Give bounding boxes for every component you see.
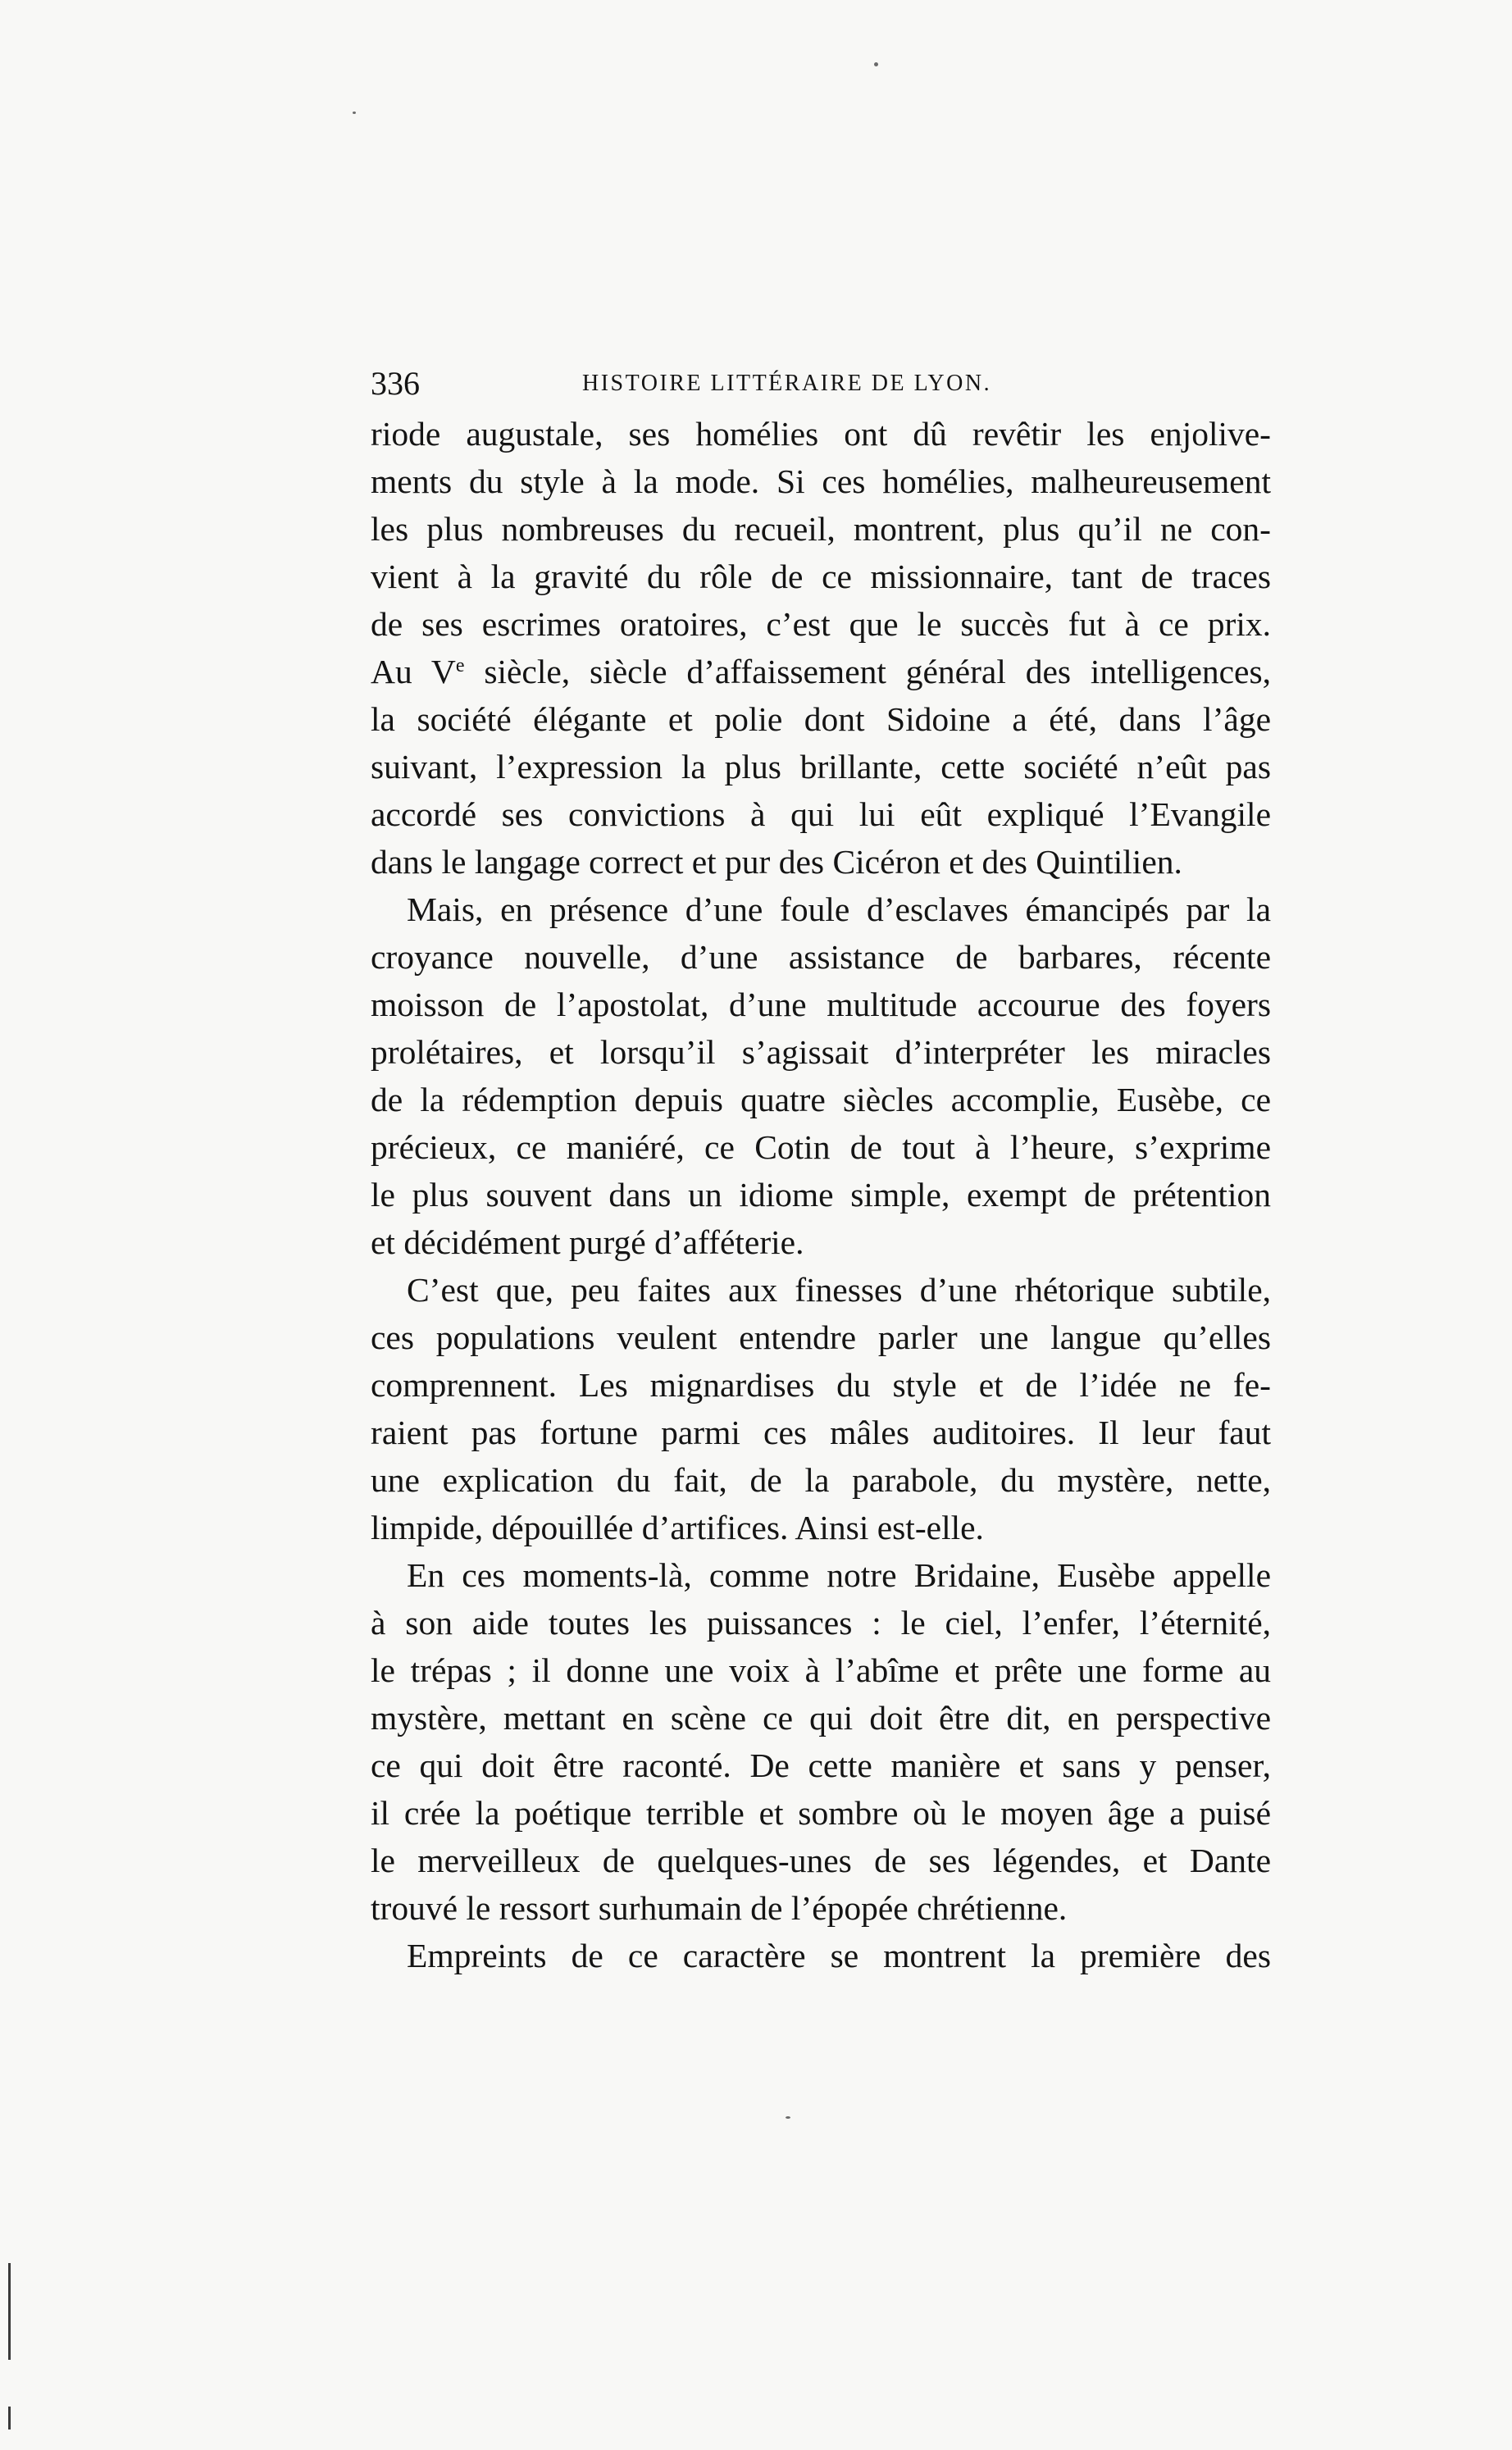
text-line: la société élégante et polie dont Sidoine a été, dans l’âge: [371, 700, 1271, 738]
text-line: raient pas fortune parmi ces mâles auditoires. Il leur faut: [371, 1414, 1271, 1451]
superscript: e: [455, 655, 465, 676]
text-line: vient à la gravité du rôle de ce missionnaire, tant de traces: [371, 558, 1271, 595]
text-line: accordé ses convictions à qui lui eût expliqué l’Evangile: [371, 795, 1271, 833]
page-number: 336: [371, 365, 420, 402]
text-line: les plus nombreuses du recueil, montrent, plus qu’il ne con-: [371, 510, 1271, 548]
text-line: le trépas ; il donne une voix à l’abîme et prête une forme au: [371, 1651, 1271, 1689]
text-line: trouvé le ressort surhumain de l’épopée chrétienne.: [371, 1889, 1068, 1927]
text-line: suivant, l’expression la plus brillante, cette société n’eût pas: [371, 748, 1271, 786]
paragraph-start: Empreints de ce caractère se montrent la première des: [407, 1937, 1271, 1974]
scan-speck: [353, 112, 356, 114]
running-header: [371, 359, 1271, 408]
text-line: croyance nouvelle, d’une assistance de barbares, récente: [371, 938, 1271, 976]
text-fragment: siècle, siècle d’affaissement général des intelligences,: [464, 653, 1271, 690]
text-line: une explication du fait, de la parabole, du mystère, nette,: [371, 1461, 1271, 1499]
text-line: ce qui doit être raconté. De cette manière et sans y penser,: [371, 1746, 1271, 1784]
scan-edge-mark: [8, 2407, 11, 2430]
text-line: limpide, dépouillée d’artifices. Ainsi est-elle.: [371, 1509, 984, 1546]
paragraph-start: Mais, en présence d’une foule d’esclaves émancipés par la: [407, 890, 1271, 928]
text-line: le plus souvent dans un idiome simple, exempt de prétention: [371, 1176, 1271, 1214]
text-line: et décidément purgé d’afféterie.: [371, 1223, 804, 1261]
text-line: ments du style à la mode. Si ces homélies, malheureusement: [371, 462, 1271, 500]
text-line: le merveilleux de quelques-unes de ses légendes, et Dante: [371, 1842, 1271, 1879]
text-line: moisson de l’apostolat, d’une multitude accourue des foyers: [371, 986, 1271, 1023]
paragraph-start: En ces moments-là, comme notre Bridaine, Eusèbe appelle: [407, 1556, 1271, 1594]
text-line: prolétaires, et lorsqu’il s’agissait d’interpréter les miracles: [371, 1033, 1271, 1071]
text-fragment: Au V: [371, 653, 456, 690]
paragraph-start: C’est que, peu faites aux finesses d’une rhétorique subtile,: [407, 1271, 1271, 1309]
text-line: mystère, mettant en scène ce qui doit être dit, en perspective: [371, 1699, 1271, 1737]
body-text: [371, 410, 1271, 1979]
text-line: [371, 648, 1271, 695]
text-line: comprennent. Les mignardises du style et de l’idée ne fe-: [371, 1366, 1271, 1404]
scan-speck: [786, 2116, 790, 2119]
scan-edge-mark: [8, 2263, 11, 2360]
text-line: dans le langage correct et pur des Cicéron et des Quintilien.: [371, 843, 1182, 881]
text-line: il crée la poétique terrible et sombre où le moyen âge a puisé: [371, 1794, 1271, 1832]
running-title: HISTOIRE LITTÉRAIRE DE LYON.: [582, 371, 992, 396]
text-line: ces populations veulent entendre parler une langue qu’elles: [371, 1318, 1271, 1356]
text-line: de ses escrimes oratoires, c’est que le succès fut à ce prix.: [371, 605, 1271, 643]
text-line: précieux, ce maniéré, ce Cotin de tout à l’heure, s’exprime: [371, 1128, 1271, 1166]
text-line: de la rédemption depuis quatre siècles accomplie, Eusèbe, ce: [371, 1081, 1271, 1118]
text-line: à son aide toutes les puissances : le ciel, l’enfer, l’éternité,: [371, 1604, 1271, 1642]
text-line: riode augustale, ses homélies ont dû revêtir les enjolive-: [371, 415, 1271, 453]
scan-speck: [874, 62, 878, 66]
